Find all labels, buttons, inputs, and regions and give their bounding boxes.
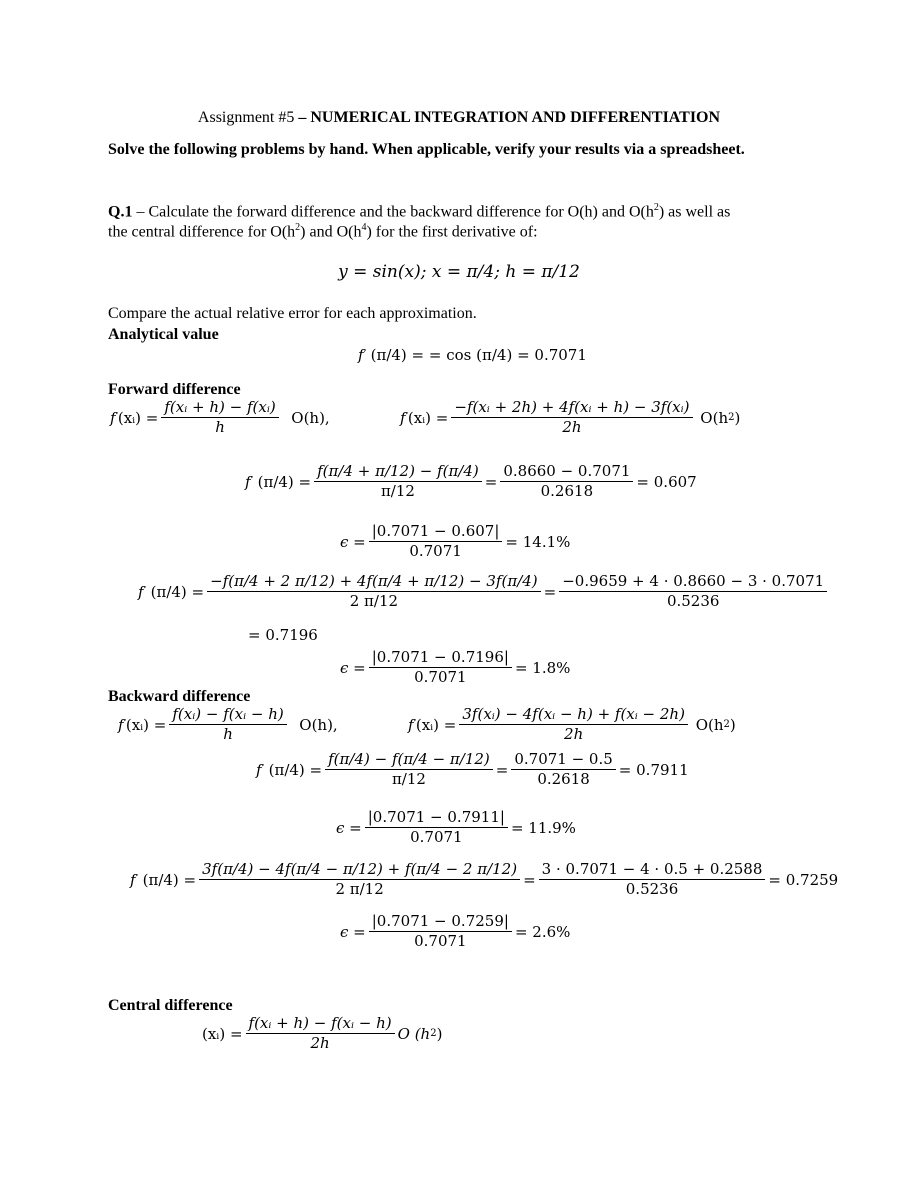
fraction (246, 1014, 395, 1053)
backward-oh-formula (118, 705, 338, 744)
fraction (511, 750, 615, 789)
fraction (539, 860, 766, 899)
numerator: f(xᵢ + h) − f(xᵢ − h) (246, 1014, 395, 1034)
backward-error-1 (336, 808, 576, 847)
question-line-2 (108, 218, 538, 241)
fraction (559, 572, 827, 611)
prime: ′ (143, 586, 146, 597)
denominator: π/12 (391, 770, 426, 788)
close: ) (436, 1024, 443, 1043)
fraction (451, 398, 692, 437)
lhs: (π/4) = (370, 346, 425, 364)
fraction (459, 705, 688, 744)
numerator: |0.7071 − 0.7911| (365, 808, 508, 828)
sup: 2 (295, 222, 301, 233)
prime: ′ (135, 874, 138, 885)
prime: ′ (405, 412, 408, 423)
forward-error-1 (340, 522, 570, 561)
denominator: h (223, 725, 233, 743)
prime: ′ (261, 764, 264, 775)
denominator: 2h (564, 725, 584, 743)
denominator: 0.5236 (666, 592, 720, 610)
denominator: π/12 (380, 482, 415, 500)
prime: ′ (115, 412, 118, 423)
compare-text: Compare the actual relative error for each approximation. (108, 305, 477, 322)
close: ) (729, 715, 736, 734)
order: O(h), (299, 715, 338, 734)
section-forward: Forward difference (108, 381, 241, 398)
question-text-1-end: ) as well as (658, 203, 731, 221)
denominator: 2h (562, 418, 582, 436)
function-definition: y = sin(x); x = π/4; h = π/12 (338, 262, 580, 282)
fraction (369, 522, 503, 561)
result: = 2.6% (514, 922, 571, 941)
numerator: 0.8660 − 0.7071 (500, 462, 633, 482)
forward-error-2 (340, 648, 570, 687)
sup: 2 (723, 719, 730, 730)
analytical-rhs: = cos (π/4) = 0.7071 (428, 346, 587, 364)
fraction (207, 572, 541, 611)
fraction (161, 398, 278, 437)
fraction (500, 462, 633, 501)
f-symbol: f (245, 472, 251, 491)
lhs: (π/4) = (150, 582, 205, 601)
fraction (365, 808, 508, 847)
fraction (369, 648, 512, 687)
fraction (199, 860, 520, 899)
fraction (314, 462, 482, 501)
numerator: |0.7071 − 0.7196| (369, 648, 512, 668)
numerator: 3f(π/4) − 4f(π/4 − π/12) + f(π/4 − 2 π/12) (199, 860, 520, 880)
numerator: |0.7071 − 0.7259| (369, 912, 512, 932)
numerator: 3f(xᵢ) − 4f(xᵢ − h) + f(xᵢ − 2h) (459, 705, 688, 725)
f-symbol: f (400, 408, 406, 427)
sup: 4 (361, 222, 367, 233)
denominator: 0.7071 (414, 668, 467, 686)
instructions: Solve the following problems by hand. When applicable, verify your results via a spreadsheet. (108, 141, 745, 158)
epsilon: ϵ = (336, 818, 362, 837)
order: O (h (397, 1024, 431, 1043)
result: = 0.7911 (618, 760, 689, 779)
forward-calc-1 (245, 462, 697, 501)
prime: ′ (123, 719, 126, 730)
numerator: −f(xᵢ + 2h) + 4f(xᵢ + h) − 3f(xᵢ) (451, 398, 692, 418)
f-symbol: f (110, 408, 116, 427)
order: O(h (700, 408, 729, 427)
f-symbol: f (130, 870, 136, 889)
forward-oh2-formula (400, 398, 740, 437)
close: ) (734, 408, 741, 427)
lhs: (xᵢ) = (407, 408, 449, 427)
lhs: (π/4) = (142, 870, 197, 889)
fraction (369, 912, 512, 951)
lhs: (xᵢ) = (117, 408, 159, 427)
backward-oh2-formula (408, 705, 736, 744)
result: = 0.7259 (768, 870, 839, 889)
section-backward: Backward difference (108, 688, 251, 705)
sup: 2 (430, 1028, 437, 1039)
numerator: f(xᵢ) − f(xᵢ − h) (169, 705, 286, 725)
title-main: – NUMERICAL INTEGRATION AND DIFFERENTIATION (294, 109, 721, 126)
result: = 11.9% (510, 818, 576, 837)
denominator: 2 π/12 (349, 592, 399, 610)
central-formula (202, 1014, 442, 1053)
f-symbol: f (408, 715, 414, 734)
equals: = (523, 870, 536, 889)
fraction (169, 705, 286, 744)
fraction (325, 750, 493, 789)
epsilon: ϵ = (340, 658, 366, 677)
denominator: h (215, 418, 225, 436)
numerator: −f(π/4 + 2 π/12) + 4f(π/4 + π/12) − 3f(π/4) (207, 572, 541, 592)
sup: 2 (728, 412, 735, 423)
question-text-2c: ) for the first derivative of: (366, 223, 538, 241)
section-central: Central difference (108, 997, 233, 1014)
denominator: 0.5236 (625, 880, 679, 898)
forward-oh-formula (110, 398, 330, 437)
backward-error-2 (340, 912, 570, 951)
section-analytical: Analytical value (108, 326, 219, 343)
f-symbol: f (358, 346, 364, 364)
prime: ′ (413, 719, 416, 730)
numerator: f(xᵢ + h) − f(xᵢ) (161, 398, 278, 418)
result: = 0.607 (636, 472, 697, 491)
equals: = (495, 760, 509, 779)
epsilon: ϵ = (340, 922, 366, 941)
question-text-2b: ) and O(h (300, 223, 362, 241)
question-text-2a: the central difference for O(h (108, 223, 296, 241)
epsilon: ϵ = (340, 532, 366, 551)
numerator: f(π/4) − f(π/4 − π/12) (325, 750, 493, 770)
numerator: −0.9659 + 4 · 0.8660 − 3 · 0.7071 (559, 572, 827, 592)
denominator: 0.2618 (540, 482, 594, 500)
result: = 14.1% (505, 532, 571, 551)
forward-calc-2 (138, 572, 830, 611)
order: O(h), (291, 408, 330, 427)
numerator: 0.7071 − 0.5 (511, 750, 615, 770)
order: O(h (695, 715, 724, 734)
equals: = (543, 582, 557, 601)
lhs: (xᵢ) = (125, 715, 167, 734)
denominator: 0.2618 (537, 770, 590, 788)
numerator: f(π/4 + π/12) − f(π/4) (314, 462, 482, 482)
analytical-equation (358, 346, 587, 364)
denominator: 0.7071 (414, 932, 467, 950)
page-title (0, 108, 918, 127)
question-text-1: – Calculate the forward difference and the backward difference for O(h) and O(h (132, 203, 654, 221)
denominator: 2 π/12 (335, 880, 384, 898)
lhs: (π/4) = (257, 472, 312, 491)
equals: = (484, 472, 498, 491)
title-prefix: Assignment #5 (197, 109, 295, 126)
backward-calc-1 (256, 750, 689, 789)
backward-calc-2 (130, 860, 838, 899)
lhs: (π/4) = (268, 760, 323, 779)
denominator: 0.7071 (409, 542, 462, 560)
sup: 2 (653, 202, 659, 213)
f-symbol: f (256, 760, 262, 779)
numerator: 3 · 0.7071 − 4 · 0.5 + 0.2588 (539, 860, 766, 880)
numerator: |0.7071 − 0.607| (369, 522, 503, 542)
denominator: 0.7071 (410, 828, 463, 846)
prime: ′ (250, 476, 253, 487)
result: = 1.8% (514, 658, 571, 677)
f-symbol: f (118, 715, 124, 734)
f-symbol: f (138, 582, 144, 601)
prime: ′ (363, 349, 366, 361)
forward-result-2: = 0.7196 (248, 626, 318, 644)
denominator: 2h (310, 1034, 330, 1052)
lhs: (xᵢ) = (202, 1024, 243, 1043)
question-label: Q.1 (108, 203, 133, 221)
lhs: (xᵢ) = (415, 715, 457, 734)
